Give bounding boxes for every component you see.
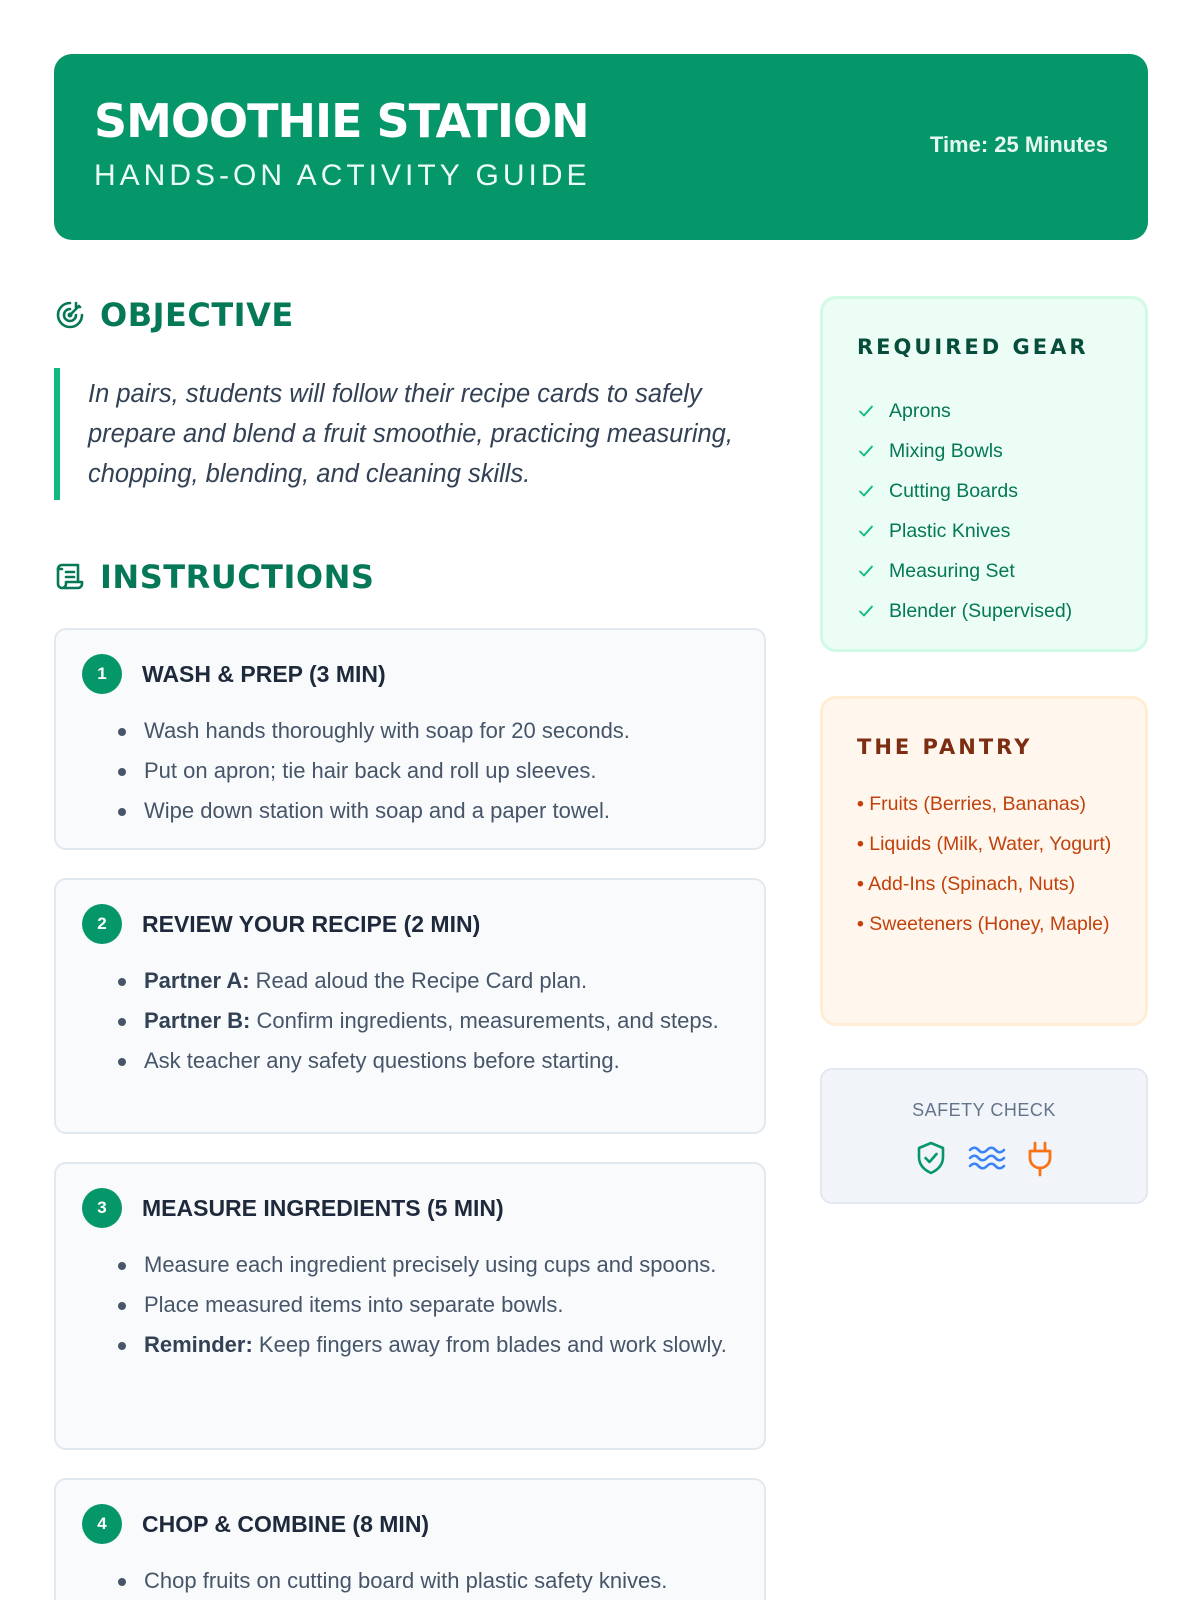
step-header (82, 1188, 504, 1228)
page-title: SMOOTHIE STATION (94, 94, 589, 148)
gear-title: REQUIRED GEAR (857, 335, 1089, 359)
page-subtitle: HANDS-ON ACTIVITY GUIDE (94, 159, 591, 192)
gear-item (857, 511, 1072, 551)
gear-item-label: Mixing Bowls (889, 439, 1003, 462)
gear-item (857, 551, 1072, 591)
step-text: Wash hands thoroughly with soap for 20 seconds. (144, 718, 630, 743)
gear-item (857, 431, 1072, 471)
step-bold-label: Partner B: (144, 1008, 251, 1033)
step-text: Place measured items into separate bowls. (144, 1292, 564, 1317)
step-bold-label: Reminder: (144, 1332, 253, 1357)
check-icon (857, 402, 875, 420)
list-item (144, 714, 744, 748)
step-text: Wipe down station with soap and a paper towel. (144, 798, 610, 823)
check-icon (857, 442, 875, 460)
check-icon (857, 522, 875, 540)
step-text: Read aloud the Recipe Card plan. (249, 968, 588, 993)
gear-item (857, 591, 1072, 631)
step-header (82, 1504, 429, 1544)
step-card-4 (54, 1478, 766, 1600)
step-title: CHOP & COMBINE (8 MIN) (142, 1510, 430, 1537)
pantry-item-label: Liquids (Milk, Water, Yogurt) (869, 833, 1112, 855)
gear-item-label: Aprons (889, 399, 951, 422)
pantry-item (857, 871, 1119, 898)
pantry-item (857, 791, 1119, 818)
header-banner (54, 54, 1148, 240)
water-waves-icon (967, 1140, 1007, 1176)
step-text: Measure each ingredient precisely using cups and spoons. (144, 1252, 717, 1277)
step-list (144, 964, 744, 1084)
step-text: Ask teacher any safety questions before starting. (144, 1048, 620, 1073)
list-item (144, 1044, 744, 1078)
time-label: Time: 25 Minutes (929, 132, 1108, 157)
gear-item-label: Cutting Boards (889, 479, 1018, 502)
step-list (144, 1248, 744, 1368)
step-title: MEASURE INGREDIENTS (5 MIN) (142, 1194, 504, 1221)
gear-item-label: Measuring Set (889, 559, 1015, 582)
pantry-item-label: Sweeteners (Honey, Maple) (869, 913, 1110, 935)
step-header (82, 904, 480, 944)
step-card-3 (54, 1162, 766, 1450)
step-number-badge: 4 (82, 1504, 122, 1544)
step-text: Put on apron; tie hair back and roll up sleeves. (144, 758, 597, 783)
pantry-title: THE PANTRY (857, 735, 1033, 759)
instructions-heading-text: INSTRUCTIONS (100, 558, 375, 596)
step-number-badge: 3 (82, 1188, 122, 1228)
pantry-item (857, 831, 1119, 858)
objective-text: In pairs, students will follow their recipe cards to safely prepare and blend a fruit smoothie, practicing measuring, chopping, blending, and cleaning skills. (54, 368, 764, 500)
list-item (144, 964, 744, 998)
scroll-icon (54, 561, 86, 593)
list-item (144, 1248, 744, 1282)
objective-heading (54, 296, 294, 334)
step-number-badge: 1 (82, 654, 122, 694)
safety-icons (822, 1140, 1146, 1178)
step-title: REVIEW YOUR RECIPE (2 MIN) (142, 910, 481, 937)
check-icon (857, 482, 875, 500)
step-bold-label: Partner A: (144, 968, 250, 993)
step-header (82, 654, 386, 694)
gear-item-label: Blender (Supervised) (889, 599, 1073, 622)
pantry-item-label: Fruits (Berries, Bananas) (869, 793, 1086, 815)
check-icon (857, 562, 875, 580)
step-card-1 (54, 628, 766, 850)
bullet-icon: • (857, 913, 864, 935)
safety-check-panel (820, 1068, 1148, 1204)
list-item (144, 754, 744, 788)
gear-list (857, 391, 1072, 631)
step-text: Confirm ingredients, measurements, and steps. (250, 1008, 719, 1033)
list-item (144, 1288, 744, 1322)
gear-item (857, 391, 1072, 431)
gear-item-label: Plastic Knives (889, 519, 1011, 542)
pantry-item (857, 911, 1119, 938)
bullet-icon: • (857, 793, 864, 815)
target-icon (54, 299, 86, 331)
objective-heading-text: OBJECTIVE (100, 296, 294, 334)
plug-icon (1025, 1140, 1055, 1178)
required-gear-panel (820, 296, 1148, 652)
pantry-item-label: Add-Ins (Spinach, Nuts) (868, 873, 1076, 895)
instructions-heading (54, 558, 374, 596)
list-item (144, 1564, 744, 1598)
gear-item (857, 471, 1072, 511)
pantry-panel (820, 696, 1148, 1026)
bullet-icon: • (857, 873, 864, 895)
step-title: WASH & PREP (3 MIN) (142, 660, 386, 687)
shield-check-icon (913, 1140, 949, 1176)
step-text: Chop fruits on cutting board with plastic safety knives. (144, 1568, 668, 1593)
check-icon (857, 602, 875, 620)
safety-check-label: SAFETY CHECK (912, 1100, 1056, 1120)
list-item (144, 794, 744, 828)
list-item (144, 1004, 744, 1038)
step-number-badge: 2 (82, 904, 122, 944)
step-list (144, 714, 744, 834)
pantry-list (857, 791, 1119, 951)
step-card-2 (54, 878, 766, 1134)
step-list (144, 1564, 744, 1600)
list-item (144, 1328, 744, 1362)
step-text: Keep fingers away from blades and work slowly. (252, 1332, 727, 1357)
bullet-icon: • (857, 833, 864, 855)
